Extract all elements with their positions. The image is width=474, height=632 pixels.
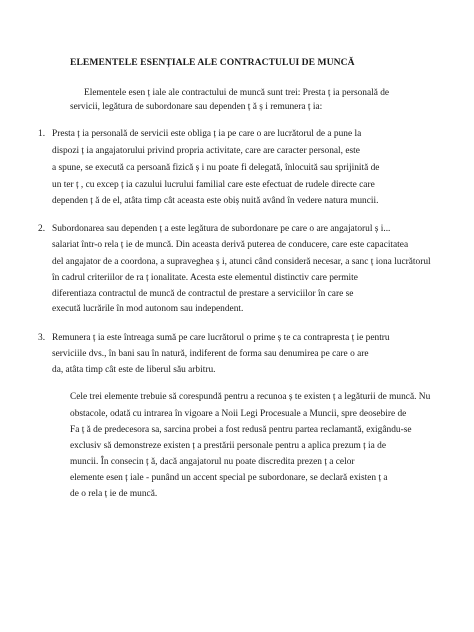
- list-item-line: Remunera ț ia este întreaga sumă pe care lucrătorul o prime ș te ca contrapresta ț ie pentru: [52, 333, 390, 343]
- list-item-line: dispozi ț ia angajatorului privind propria activitate, care are caracter personal, este: [52, 146, 360, 156]
- list-item-line: dependen ț ă de el, atâta timp cât aceasta este obiș nuită având în vedere natura muncii.: [52, 196, 379, 206]
- list-item-line: un ter ț , cu excep ț ia cazului lucrului familial care este efectuat de rudele directe care: [52, 180, 375, 190]
- intro-line: Elementele esen ț iale ale contractului de muncă sunt trei: Presta ț ia personală de: [84, 88, 390, 98]
- list-item-number: 2.: [38, 224, 46, 234]
- closing-line: Fa ț ă de predecesora sa, sarcina probei a fost redusă pentru partea reclamantă, exigându-se: [70, 425, 412, 435]
- closing-line: elemente esen ț iale - punând un accent special pe subordonare, se declară existen ț a: [70, 473, 388, 483]
- list-item-line: în cadrul criteriilor de ra ț ionalitate. Acesta este elementul distinctiv care permite: [52, 273, 358, 283]
- closing-line: exclusiv să demonstreze existen ț a prestării personale pentru a aplica prezum ț ia de: [70, 441, 387, 451]
- list-item-line: a spune, se execută ca persoană fizică ș i nu poate fi delegată, înlocuită sau sprijinită de: [52, 163, 380, 173]
- list-item-line: execută lucrările în mod autonom sau independent.: [52, 304, 244, 314]
- list-item-line: da, atâta timp cât este de liberul său arbitru.: [52, 365, 216, 375]
- document-title: ELEMENTELE ESENȚIALE ALE CONTRACTULUI DE MUNCĂ: [70, 57, 355, 68]
- list-item-line: salariat într-o rela ț ie de muncă. Din aceasta derivă puterea de conducere, care este capacitatea: [52, 240, 409, 250]
- intro-line: servicii, legătura de subordonare sau dependen ț ă ș i remunera ț ia:: [70, 102, 323, 112]
- list-item-line: Subordonarea sau dependen ț a este legătura de subordonare pe care o are angajatorul ș i...: [52, 224, 391, 234]
- list-item-number: 3.: [38, 333, 46, 343]
- closing-line: muncii. În consecin ț ă, dacă angajatorul nu poate discredita prezen ț a celor: [70, 457, 355, 467]
- list-item-line: del angajator de a coordona, a supraveghea ș i, atunci când consideră necesar, a sanc ț iona lucrătorul: [52, 257, 431, 267]
- closing-line: obstacole, odată cu intrarea în vigoare a Noii Legi Procesuale a Muncii, spre deosebire de: [70, 409, 407, 419]
- list-item-line: serviciile dvs., în bani sau în natură, indiferent de forma sau denumirea pe care o are: [52, 349, 369, 359]
- list-item-line: diferentiaza contractul de muncă de contractul de prestare a serviciilor în care se: [52, 289, 354, 299]
- list-item-number: 1.: [38, 129, 46, 139]
- list-item-line: Presta ț ia personală de servicii este obliga ț ia pe care o are lucrătorul de a pune la: [52, 129, 362, 139]
- closing-line: Cele trei elemente trebuie să corespundă pentru a recunoa ș te existen ț a legăturii de muncă. Nu: [70, 392, 431, 402]
- closing-line: de o rela ț ie de muncă.: [70, 489, 158, 499]
